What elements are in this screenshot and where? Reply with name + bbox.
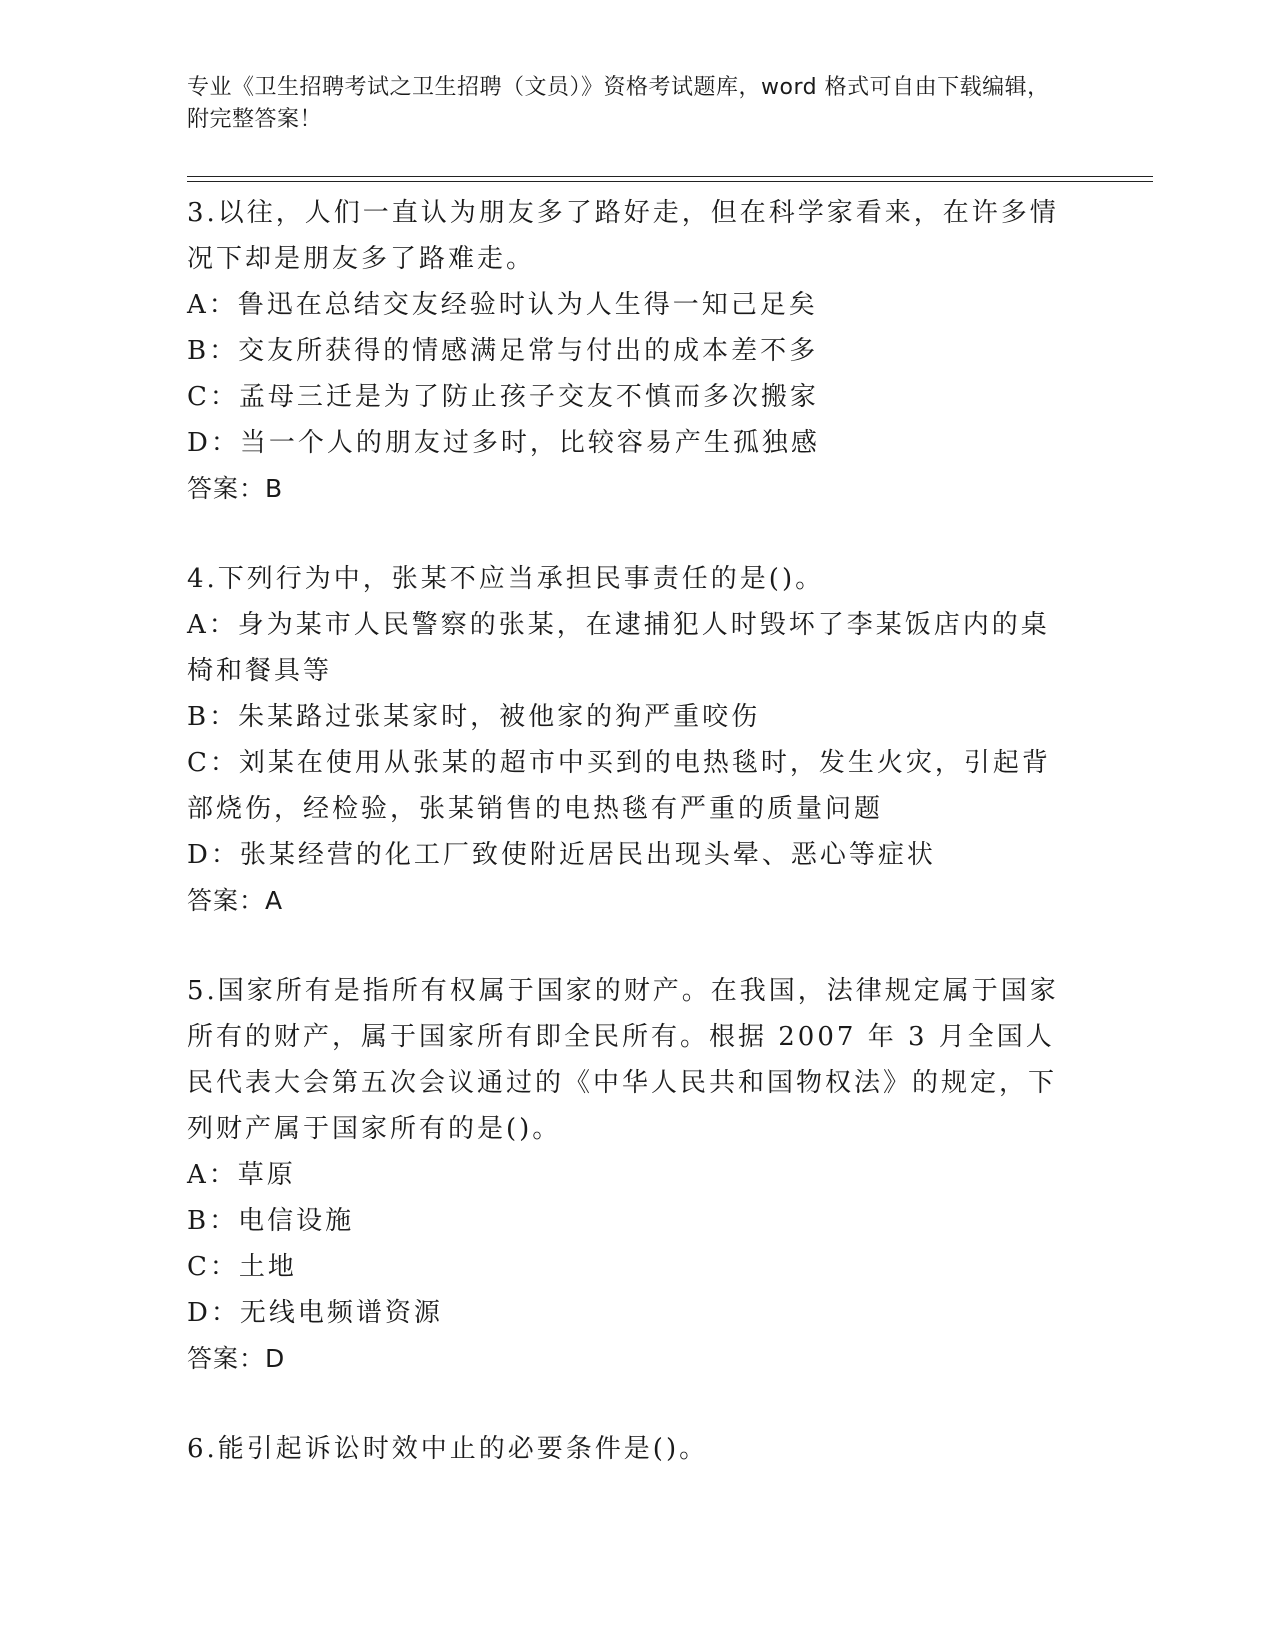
question-5 <box>187 968 1067 1382</box>
option-d: D：张某经营的化工厂致使附近居民出现头晕、恶心等症状 <box>187 840 936 870</box>
question-spacer <box>187 1382 1067 1426</box>
document-header: 专业《卫生招聘考试之卫生招聘（文员）》资格考试题库，word 格式可自由下载编辑，附完整答案！ <box>187 75 1050 132</box>
answer-line: 答案：A <box>187 886 284 915</box>
option-a: A：身为某市人民警察的张某，在逮捕犯人时毁坏了李某饭店内的桌椅和餐具等 <box>187 610 1050 686</box>
option-d: D：当一个人的朋友过多时，比较容易产生孤独感 <box>187 428 820 458</box>
question-4 <box>187 556 1067 924</box>
question-list <box>187 190 1067 1472</box>
option-c: C：土地 <box>187 1252 297 1282</box>
option-b: B：交友所获得的情感满足常与付出的成本差不多 <box>187 336 819 366</box>
option-b: B：朱某路过张某家时，被他家的狗严重咬伤 <box>187 702 761 732</box>
question-6 <box>187 1426 1067 1472</box>
answer-line: 答案：B <box>187 474 284 503</box>
question-3 <box>187 190 1067 512</box>
question-stem: 4.下列行为中，张某不应当承担民事责任的是()。 <box>187 564 825 594</box>
option-c: C：刘某在使用从张某的超市中买到的电热毯时，发生火灾，引起背部烧伤，经检验，张某销售的电热毯有严重的质量问题 <box>187 748 1051 824</box>
option-d: D：无线电频谱资源 <box>187 1298 443 1328</box>
question-stem: 3.以往，人们一直认为朋友多了路好走，但在科学家看来，在许多情况下却是朋友多了路难走。 <box>187 198 1059 274</box>
header-rule-bottom <box>187 181 1153 182</box>
question-spacer <box>187 512 1067 556</box>
answer-line: 答案：D <box>187 1344 286 1373</box>
option-b: B：电信设施 <box>187 1206 355 1236</box>
question-stem: 6.能引起诉讼时效中止的必要条件是()。 <box>187 1434 709 1464</box>
header-rule-top <box>187 176 1153 177</box>
question-stem: 5.国家所有是指所有权属于国家的财产。在我国，法律规定属于国家所有的财产，属于国家所有即全民所有。根据 2007 年 3 月全国人民代表大会第五次会议通过的《中华人民共和国物权法》的规定，下列财产属于国家所有的是()。 <box>187 976 1059 1144</box>
option-a: A：鲁迅在总结交友经验时认为人生得一知己足矣 <box>187 290 818 320</box>
question-spacer <box>187 924 1067 968</box>
option-a: A：草原 <box>187 1160 296 1190</box>
option-c: C：孟母三迁是为了防止孩子交友不慎而多次搬家 <box>187 382 819 412</box>
